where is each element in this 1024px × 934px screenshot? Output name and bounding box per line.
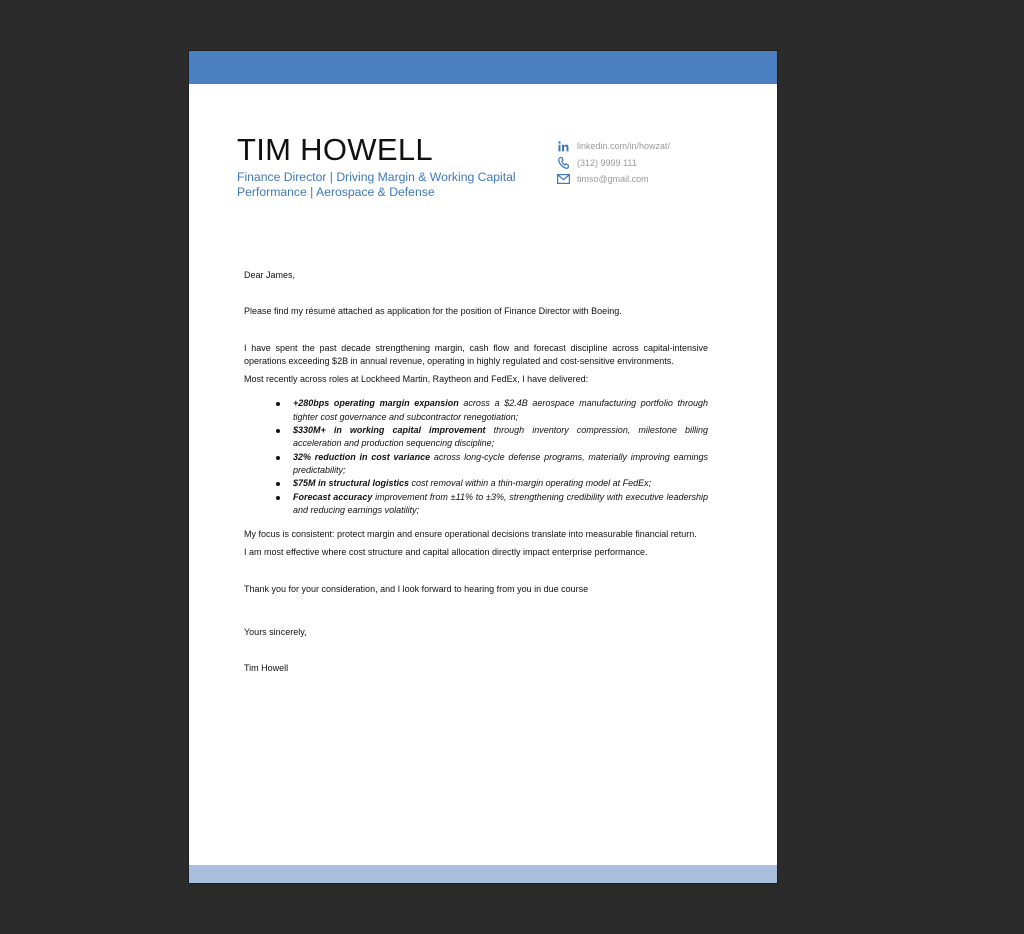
closing: Yours sincerely,: [244, 627, 307, 638]
list-item: $330M+ in working capital improvement through inventory compression, milestone billing acceleration and production sequencing discipline;: [293, 424, 708, 451]
phone-icon: [556, 157, 570, 169]
contact-phone: [556, 155, 670, 172]
thanks-paragraph: Thank you for your consideration, and I look forward to hearing from you in due course: [244, 583, 589, 594]
contact-linkedin: [556, 138, 670, 155]
linkedin-icon: [556, 141, 570, 152]
list-item: Forecast accuracy improvement from ±11% to ±3%, strengthening credibility with executive leadership and reducing earnings volatility;: [293, 491, 708, 518]
experience-paragraph: I have spent the past decade strengthening margin, cash flow and forecast discipline across capital-intensive operations exceeding $2B in annual revenue, operating in highly regulated and cost-sensitive environments.: [244, 342, 708, 366]
focus-paragraph: My focus is consistent: protect margin and ensure operational decisions translate into measurable financial return.: [244, 529, 697, 540]
footer-color-band: [189, 865, 777, 883]
applicant-name: TIM HOWELL: [237, 132, 433, 167]
header-color-band: [189, 51, 777, 84]
phone-text[interactable]: (312) 9999 111: [577, 157, 637, 168]
intro-paragraph: Please find my résumé attached as application for the position of Finance Director with Boeing.: [244, 306, 622, 317]
applicant-tagline: Finance Director | Driving Margin & Working Capital Performance | Aerospace & Defense: [237, 170, 516, 199]
document-page: [189, 51, 777, 883]
salutation: Dear James,: [244, 270, 296, 280]
list-item: +280bps operating margin expansion across a $2.4B aerospace manufacturing portfolio through tighter cost governance and subcontractor renegotiation;: [293, 397, 708, 424]
email-icon: [556, 174, 570, 184]
delivered-paragraph: Most recently across roles at Lockheed Martin, Raytheon and FedEx, I have delivered:: [244, 374, 589, 385]
list-item: $75M in structural logistics cost removal within a thin-margin operating model at FedEx;: [293, 477, 708, 490]
linkedin-text[interactable]: linkedin.com/in/howzat/: [577, 141, 671, 152]
email-text[interactable]: timso@gmail.com: [577, 174, 649, 185]
effectiveness-paragraph: I am most effective where cost structure and capital allocation directly impact enterprise performance.: [244, 547, 648, 558]
contact-email: [556, 171, 670, 188]
contact-block: [556, 138, 670, 188]
letter-body: [244, 269, 708, 676]
list-item: 32% reduction in cost variance across long-cycle defense programs, materially improving earnings predictability;: [293, 451, 708, 478]
signature-name: Tim Howell: [244, 663, 289, 674]
achievements-list: [244, 397, 708, 517]
